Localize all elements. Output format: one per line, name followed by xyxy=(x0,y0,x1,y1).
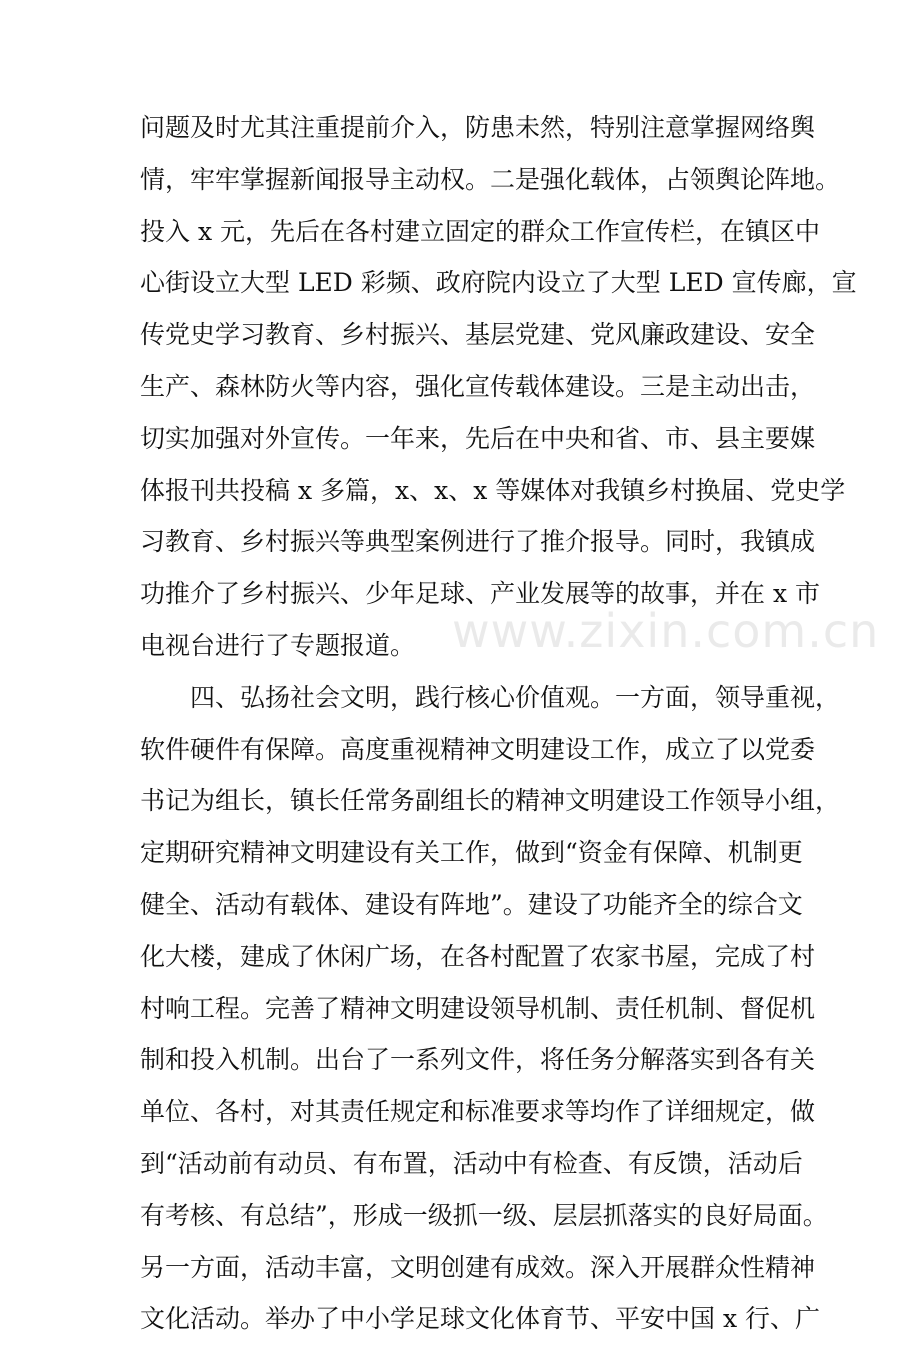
body-text xyxy=(140,102,857,1345)
text-line: 功推介了乡村振兴、少年足球、产业发展等的故事，并在 x 市 xyxy=(140,579,820,609)
text-line: 文化活动。举办了中小学足球文化体育节、平安中国 x 行、广 xyxy=(140,1304,820,1334)
text-line: 软件硬件有保障。高度重视精神文明建设工作，成立了以党委 xyxy=(140,734,816,764)
text-line: 单位、各村，对其责任规定和标准要求等均作了详细规定，做 xyxy=(140,1097,816,1127)
text-line: 制和投入机制。出台了一系列文件，将任务分解落实到各有关 xyxy=(140,1045,816,1075)
watermark: www.zixin.com.cn xyxy=(452,604,880,658)
text-line: 传党史学习教育、乡村振兴、基层党建、党风廉政建设、安全 xyxy=(140,320,816,350)
text-line: 情，牢牢掌握新闻报导主动权。二是强化载体，占领舆论阵地。 xyxy=(140,164,841,194)
text-line: 问题及时尤其注重提前介入，防患未然，特别注意掌握网络舆 xyxy=(140,113,816,142)
text-line: 投入 x 元，先后在各村建立固定的群众工作宣传栏，在镇区中 xyxy=(140,216,820,246)
text-line: 生产、森林防火等内容，强化宣传载体建设。三是主动出击， xyxy=(140,371,816,401)
text-line: 化大楼，建成了休闲广场，在各村配置了农家书屋，完成了村 xyxy=(140,941,816,971)
text-line: 到“活动前有动员、有布置，活动中有检查、有反馈，活动后 xyxy=(140,1148,803,1178)
text-line-paragraph-end: 电视台进行了专题报道。 xyxy=(140,630,416,660)
text-line: 体报刊共投稿 x 多篇，x、x、x 等媒体对我镇乡村换届、党史学 xyxy=(140,475,846,505)
text-line: 心街设立大型 LED 彩频、政府院内设立了大型 LED 宣传廊，宣 xyxy=(140,268,857,298)
text-line: 书记为组长，镇长任常务副组长的精神文明建设工作领导小组， xyxy=(140,786,841,816)
text-line: 定期研究精神文明建设有关工作，做到“资金有保障、机制更 xyxy=(140,838,803,868)
text-line: 村响工程。完善了精神文明建设领导机制、责任机制、督促机 xyxy=(140,993,816,1023)
text-line: 健全、活动有载体、建设有阵地”。建设了功能齐全的综合文 xyxy=(140,889,803,919)
text-line-paragraph-start: 四、弘扬社会文明，践行核心价值观。一方面，领导重视， xyxy=(190,682,841,712)
text-line: 习教育、乡村振兴等典型案例进行了推介报导。同时，我镇成 xyxy=(140,527,816,557)
text-line: 另一方面，活动丰富，文明创建有成效。深入开展群众性精神 xyxy=(140,1252,816,1282)
text-line: 切实加强对外宣传。一年来，先后在中央和省、市、县主要媒 xyxy=(140,423,816,453)
text-line: 有考核、有总结”，形成一级抓一级、层层抓落实的良好局面。 xyxy=(140,1200,828,1230)
